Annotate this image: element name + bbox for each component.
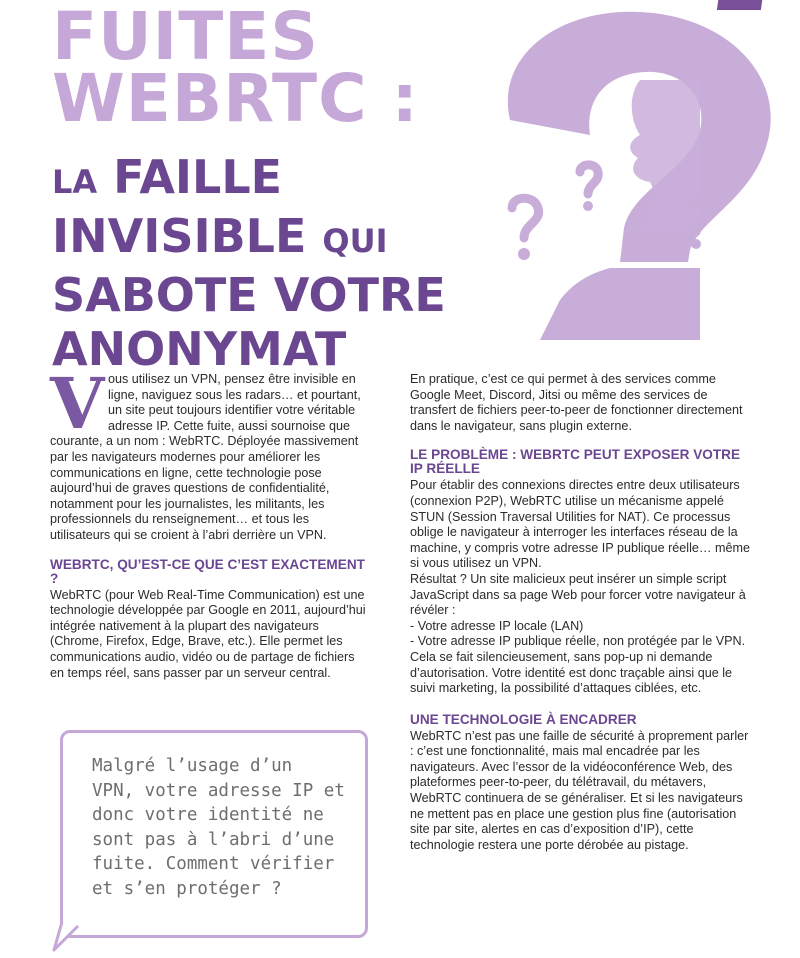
drop-cap: V	[50, 362, 105, 445]
section2-paragraph-1: Pour établir des connexions directes entre deux utilisateurs (connexion P2P), WebRTC utilise un mécanisme appelé STUN (Session Traversal Utilities for NAT). Ce processus oblige le navigateur à interroger les interfaces réseau de la machine, y compris votre adresse IP publique réelle… même si vous utilisez un VPN.	[410, 478, 750, 571]
subtitle-line-2: INVISIBLE QUI	[52, 209, 388, 263]
quote-line: fuite. Comment vérifier	[92, 854, 335, 874]
quote-line: donc votre identité ne	[92, 805, 324, 825]
quote-line: Malgré l’usage d’un	[92, 756, 293, 776]
quote-line: sont pas à l’abri d’une	[92, 829, 335, 850]
section2-bullet-1: - Votre adresse IP locale (LAN)	[410, 618, 584, 633]
quote-line: et s’en protéger ?	[92, 878, 282, 899]
section2-paragraph-2: Résultat ? Un site malicieux peut insérer un simple script JavaScript dans sa page Web pour forcer votre navigateur à révéler :	[410, 571, 746, 618]
intro-text: ous utilisez un VPN, pensez être invisible en ligne, naviguez sous les radars… et pourtant, un site peut toujours identifier votre véritable adresse IP. Cette fuite, aussi sournoise que courante, a un nom : WebRTC. Déployée massivement par les navigateurs modernes pour améliorer les communications en ligne, cette technologie pose aujourd’hui de graves questions de confidentialité, notamment pour les journalistes, les militants, les professionnels du renseignement… et tous les utilisateurs qui se croient à l’abri derrière un VPN.	[50, 372, 361, 542]
right-paragraph-1: En pratique, c’est ce qui permet à des services comme Google Meet, Discord, Jitsi ou même des services de transfert de fichiers peer-to-peer de fonctionner directement dans le navigateur, sans plugin externe.	[410, 372, 743, 433]
intro-paragraph	[50, 362, 372, 544]
subtitle-line-1: LA FAILLE	[52, 150, 283, 204]
section2-bullet-2: - Votre adresse IP publique réelle, non protégée par le VPN.	[410, 634, 746, 649]
pull-quote	[92, 754, 354, 901]
right-column	[410, 372, 750, 853]
speech-bubble-tail	[52, 922, 82, 952]
title-line-1: FUITES	[52, 0, 319, 75]
left-column	[50, 362, 372, 681]
main-title	[52, 0, 419, 137]
title-line-2: WEBRTC :	[52, 60, 419, 137]
section1-heading: WEBRTC, QU’EST-CE QUE C’EST EXACTEMENT ?	[50, 556, 365, 586]
section2-paragraph-3: Cela se fait silencieusement, sans pop-up ni demande d’autorisation. Votre identité est donc traçable ainsi que le suivi marketing, la possibilité d’attaques ciblées, etc.	[410, 649, 733, 696]
subtitle-line-3: SABOTE VOTRE	[52, 268, 446, 322]
subtitle	[52, 150, 446, 376]
small-question-mark-1	[512, 198, 539, 238]
quote-line: VPN, votre adresse IP et	[92, 780, 345, 801]
section3-heading: UNE TECHNOLOGIE À ENCADRER	[410, 711, 637, 727]
subtitle-line-4: ANONYMAT	[52, 322, 347, 376]
small-question-mark-2	[580, 165, 598, 194]
section1-text: WebRTC (pour Web Real-Time Communication) est une technologie développée par Google en 2011, aujourd’hui intégrée nativement à la plupart des navigateurs (Chrome, Firefox, Edge, Brave, etc.). Elle permet les communications audio, vidéo ou de partage de fichiers en temps réel, sans passer par un serveur central.	[50, 587, 366, 680]
corner-section-tag	[717, 0, 763, 10]
section2-heading: LE PROBLÈME : WEBRTC PEUT EXPOSER VOTRE IP RÉELLE	[410, 447, 741, 477]
section3-paragraph-1: WebRTC n’est pas une faille de sécurité à proprement parler : c’est une fonctionnalité, mais mal encadrée par les navigateurs. Avec l’essor de la vidéoconférence Web, des plateformes peer-to-peer, du télétravail, du métavers, WebRTC continuera de se généraliser. Et si les navigateurs ne mettent pas en place une gestion plus fine (autorisation site par site, alertes en cas d’exposition d’IP), cette technologie restera une porte dérobée au pistage.	[410, 728, 749, 852]
